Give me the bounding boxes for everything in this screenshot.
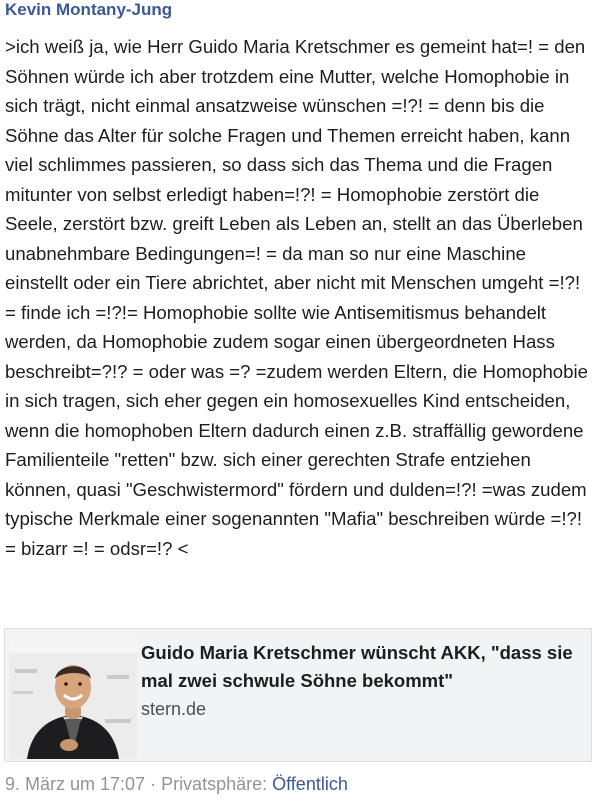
post-body-text: >ich weiß ja, wie Herr Guido Maria Kretschmer es gemeint hat=! = den Söhnen würde ich aber trotzdem eine Mutter, welche Homophobie in sich trägt, nicht einmal ansatzweise wünschen =!?! = denn bis die Söhne das Alter für solche Fragen und Themen erreicht haben, kann viel schlimmes passieren, so dass sich das Thema und die Fragen mitunter von selbst erledigt haben=!?! = Homophobie zerstört die Seele, zerstört bzw. greift Leben als Leben an, stellt an das Überleben unabnehmbare Bedingungen=! = da man so nur eine Maschine einstellt oder ein Tiere abrichtet, aber nicht mit Menschen umgeht =!?! = finde ich =!?!= Homophobie sollte wie Antisemitismus behandelt werden, da Homophobie zudem sogar einen übergeordneten Hass beschreibt=?!? = oder was =? =zudem werden Eltern, die Homophobie in sich tragen, sich eher gegen ein homosexuelles Kind entscheiden, wenn die homophoben Eltern dadurch einen z.B. straffällig gewordene Familienteile "retten" bzw. sich einer gerechten Strafe entziehen können, quasi "Geschwistermord" fördern und dulden=!?! =was zudem typische Merkmale einer sogenannten "Mafia" beschreiben würde =!?! = bizarr =! = odsr=!? < [5,36,594,559]
link-preview-source: stern.de [141,699,207,719]
meta-separator: · [145,774,162,794]
privacy-label: Privatsphäre: [161,774,273,794]
post-meta-line [5,772,348,796]
post-author-name[interactable]: Kevin Montany-Jung [5,0,173,19]
privacy-setting-link[interactable]: Öffentlich [272,774,348,794]
post-timestamp[interactable]: 9. März um 17:07 [5,774,146,794]
link-preview-title[interactable]: Guido Maria Kretschmer wünscht AKK, "dass sie mal zwei schwule Söhne bekommt" [141,642,573,691]
link-preview-card[interactable] [4,628,592,762]
link-thumbnail-image[interactable] [9,633,137,759]
